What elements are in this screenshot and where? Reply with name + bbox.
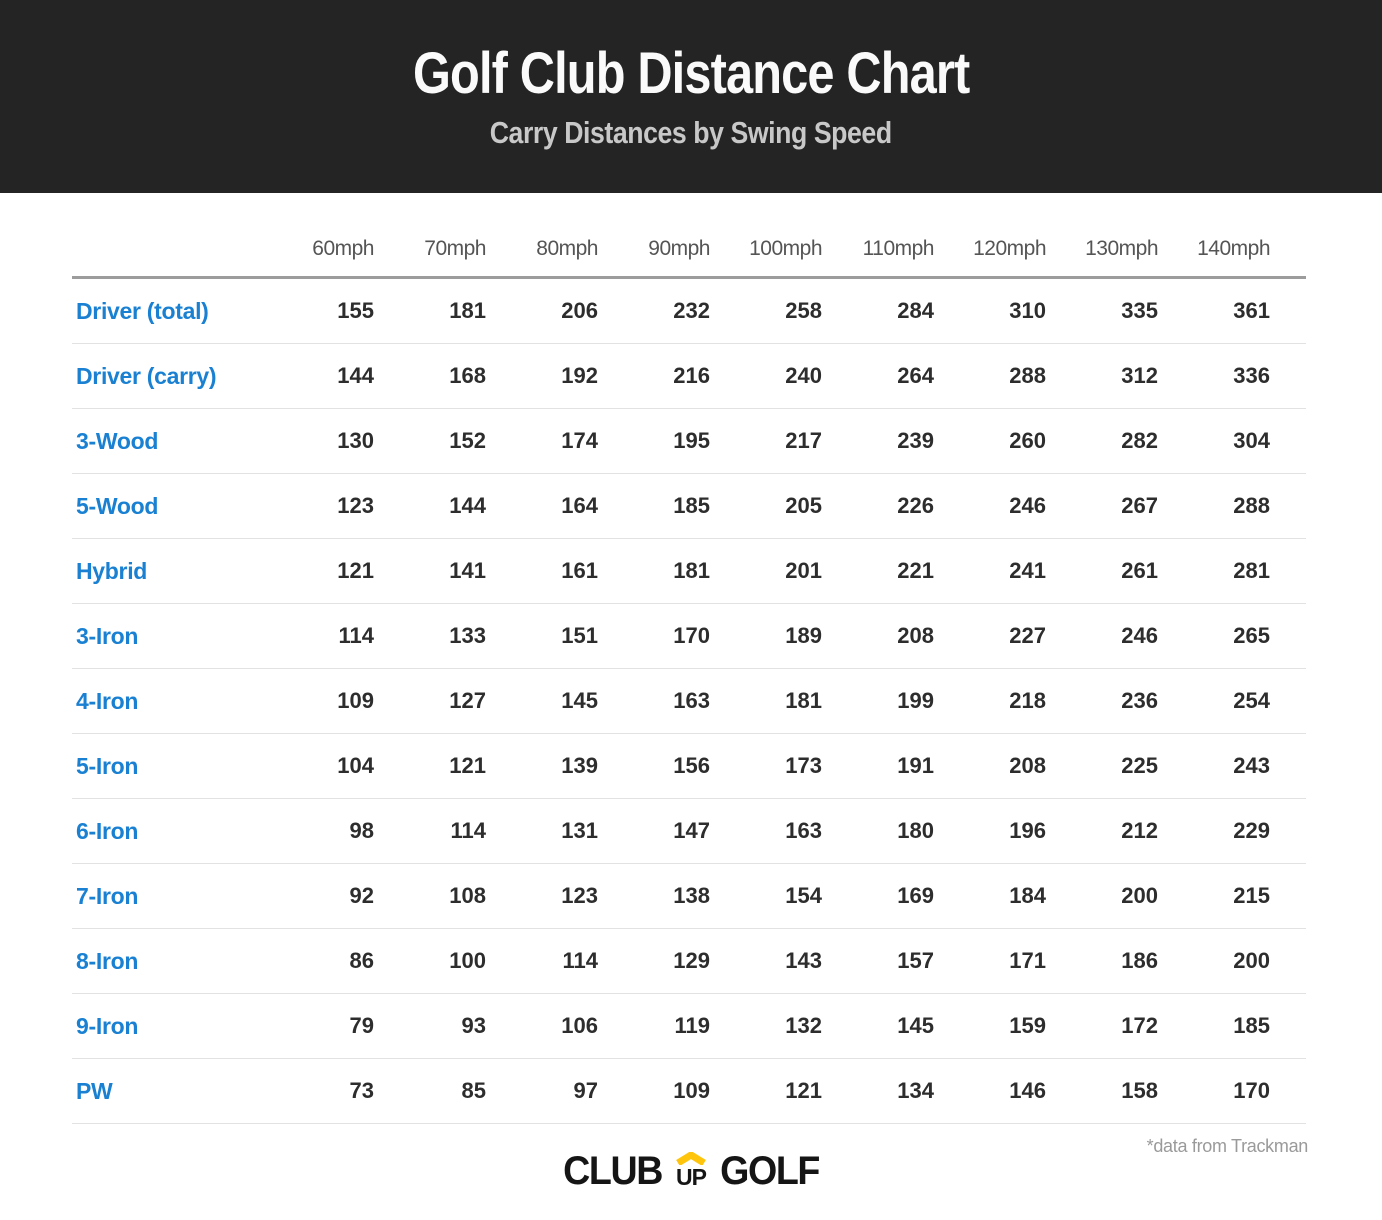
table-area bbox=[0, 193, 1382, 1124]
distance-value-cell: 121 bbox=[298, 539, 410, 604]
distance-value-cell: 254 bbox=[1194, 669, 1306, 734]
distance-value-cell: 208 bbox=[970, 734, 1082, 799]
club-up-golf-logo bbox=[560, 1148, 822, 1193]
distance-value-cell: 185 bbox=[634, 474, 746, 539]
club-label-cell: 3-Wood bbox=[72, 409, 298, 474]
distance-value-cell: 158 bbox=[1082, 1059, 1194, 1124]
distance-value-cell: 98 bbox=[298, 799, 410, 864]
distance-value-cell: 335 bbox=[1082, 278, 1194, 344]
distance-value-cell: 229 bbox=[1194, 799, 1306, 864]
table-head bbox=[72, 193, 1306, 278]
speed-column-header: 140mph bbox=[1194, 193, 1306, 278]
distance-value-cell: 109 bbox=[634, 1059, 746, 1124]
distance-value-cell: 73 bbox=[298, 1059, 410, 1124]
table-row bbox=[72, 669, 1306, 734]
distance-value-cell: 129 bbox=[634, 929, 746, 994]
distance-value-cell: 119 bbox=[634, 994, 746, 1059]
distance-value-cell: 288 bbox=[1194, 474, 1306, 539]
speed-column-header: 60mph bbox=[298, 193, 410, 278]
distance-value-cell: 185 bbox=[1194, 994, 1306, 1059]
distance-value-cell: 201 bbox=[746, 539, 858, 604]
distance-value-cell: 206 bbox=[522, 278, 634, 344]
distance-value-cell: 92 bbox=[298, 864, 410, 929]
distance-value-cell: 114 bbox=[298, 604, 410, 669]
table-row bbox=[72, 864, 1306, 929]
distance-value-cell: 312 bbox=[1082, 344, 1194, 409]
distance-value-cell: 106 bbox=[522, 994, 634, 1059]
distance-value-cell: 192 bbox=[522, 344, 634, 409]
logo-club-text: CLUB bbox=[563, 1148, 662, 1193]
distance-value-cell: 108 bbox=[410, 864, 522, 929]
distance-value-cell: 281 bbox=[1194, 539, 1306, 604]
distance-value-cell: 184 bbox=[970, 864, 1082, 929]
club-label-cell: Hybrid bbox=[72, 539, 298, 604]
club-label-cell: 8-Iron bbox=[72, 929, 298, 994]
distance-value-cell: 282 bbox=[1082, 409, 1194, 474]
distance-value-cell: 217 bbox=[746, 409, 858, 474]
club-label-cell: 4-Iron bbox=[72, 669, 298, 734]
distance-value-cell: 196 bbox=[970, 799, 1082, 864]
logo-up-text: UP bbox=[676, 1164, 706, 1190]
distance-value-cell: 284 bbox=[858, 278, 970, 344]
distance-value-cell: 161 bbox=[522, 539, 634, 604]
distance-value-cell: 123 bbox=[522, 864, 634, 929]
distance-value-cell: 221 bbox=[858, 539, 970, 604]
distance-value-cell: 85 bbox=[410, 1059, 522, 1124]
distance-value-cell: 181 bbox=[634, 539, 746, 604]
distance-value-cell: 144 bbox=[298, 344, 410, 409]
distance-value-cell: 226 bbox=[858, 474, 970, 539]
distance-value-cell: 215 bbox=[1194, 864, 1306, 929]
distance-value-cell: 154 bbox=[746, 864, 858, 929]
distance-value-cell: 258 bbox=[746, 278, 858, 344]
club-label-cell: 9-Iron bbox=[72, 994, 298, 1059]
distance-value-cell: 144 bbox=[410, 474, 522, 539]
club-label-cell: 7-Iron bbox=[72, 864, 298, 929]
club-label-cell: 3-Iron bbox=[72, 604, 298, 669]
distance-value-cell: 186 bbox=[1082, 929, 1194, 994]
distance-value-cell: 174 bbox=[522, 409, 634, 474]
distance-value-cell: 239 bbox=[858, 409, 970, 474]
distance-value-cell: 227 bbox=[970, 604, 1082, 669]
distance-value-cell: 163 bbox=[746, 799, 858, 864]
chart-footer bbox=[0, 1124, 1382, 1220]
distance-value-cell: 200 bbox=[1082, 864, 1194, 929]
distance-value-cell: 145 bbox=[522, 669, 634, 734]
distance-value-cell: 288 bbox=[970, 344, 1082, 409]
chevron-up-path bbox=[678, 1155, 704, 1163]
table-row bbox=[72, 604, 1306, 669]
speed-column-header: 80mph bbox=[522, 193, 634, 278]
distance-value-cell: 121 bbox=[410, 734, 522, 799]
page-title: Golf Club Distance Chart bbox=[412, 41, 970, 106]
page-subtitle: Carry Distances by Swing Speed bbox=[490, 115, 892, 150]
table-row bbox=[72, 409, 1306, 474]
distance-value-cell: 79 bbox=[298, 994, 410, 1059]
distance-value-cell: 170 bbox=[634, 604, 746, 669]
table-row bbox=[72, 539, 1306, 604]
distance-value-cell: 189 bbox=[746, 604, 858, 669]
distance-value-cell: 145 bbox=[858, 994, 970, 1059]
distance-value-cell: 336 bbox=[1194, 344, 1306, 409]
distance-value-cell: 109 bbox=[298, 669, 410, 734]
distance-value-cell: 155 bbox=[298, 278, 410, 344]
speed-column-header: 120mph bbox=[970, 193, 1082, 278]
distance-value-cell: 169 bbox=[858, 864, 970, 929]
table-row bbox=[72, 994, 1306, 1059]
distance-value-cell: 159 bbox=[970, 994, 1082, 1059]
distance-value-cell: 181 bbox=[410, 278, 522, 344]
speed-column-header: 130mph bbox=[1082, 193, 1194, 278]
distance-value-cell: 170 bbox=[1194, 1059, 1306, 1124]
distance-value-cell: 139 bbox=[522, 734, 634, 799]
distance-value-cell: 208 bbox=[858, 604, 970, 669]
distance-value-cell: 200 bbox=[1194, 929, 1306, 994]
distance-value-cell: 100 bbox=[410, 929, 522, 994]
distance-value-cell: 216 bbox=[634, 344, 746, 409]
distance-value-cell: 157 bbox=[858, 929, 970, 994]
table-row bbox=[72, 734, 1306, 799]
distance-value-cell: 127 bbox=[410, 669, 522, 734]
distance-value-cell: 164 bbox=[522, 474, 634, 539]
distance-value-cell: 173 bbox=[746, 734, 858, 799]
chart-banner bbox=[0, 0, 1382, 193]
distance-value-cell: 264 bbox=[858, 344, 970, 409]
distance-value-cell: 123 bbox=[298, 474, 410, 539]
distance-value-cell: 361 bbox=[1194, 278, 1306, 344]
table-row bbox=[72, 799, 1306, 864]
club-label-cell: Driver (carry) bbox=[72, 344, 298, 409]
distance-value-cell: 180 bbox=[858, 799, 970, 864]
speed-column-header: 70mph bbox=[410, 193, 522, 278]
distance-value-cell: 246 bbox=[970, 474, 1082, 539]
distance-value-cell: 241 bbox=[970, 539, 1082, 604]
club-label-cell: Driver (total) bbox=[72, 278, 298, 344]
distance-value-cell: 97 bbox=[522, 1059, 634, 1124]
distance-value-cell: 133 bbox=[410, 604, 522, 669]
distance-table bbox=[72, 193, 1306, 1124]
club-label-cell: 5-Wood bbox=[72, 474, 298, 539]
speed-column-header: 90mph bbox=[634, 193, 746, 278]
distance-value-cell: 181 bbox=[746, 669, 858, 734]
table-row bbox=[72, 474, 1306, 539]
club-label-cell: 5-Iron bbox=[72, 734, 298, 799]
distance-value-cell: 310 bbox=[970, 278, 1082, 344]
distance-value-cell: 131 bbox=[522, 799, 634, 864]
speed-column-header: 100mph bbox=[746, 193, 858, 278]
distance-value-cell: 168 bbox=[410, 344, 522, 409]
distance-value-cell: 172 bbox=[1082, 994, 1194, 1059]
logo-golf-text: GOLF bbox=[720, 1148, 819, 1193]
distance-value-cell: 212 bbox=[1082, 799, 1194, 864]
distance-value-cell: 171 bbox=[970, 929, 1082, 994]
distance-value-cell: 104 bbox=[298, 734, 410, 799]
speed-header-row bbox=[72, 193, 1306, 278]
distance-value-cell: 265 bbox=[1194, 604, 1306, 669]
distance-value-cell: 132 bbox=[746, 994, 858, 1059]
table-row bbox=[72, 278, 1306, 344]
table-row bbox=[72, 929, 1306, 994]
distance-value-cell: 114 bbox=[410, 799, 522, 864]
distance-value-cell: 143 bbox=[746, 929, 858, 994]
distance-value-cell: 236 bbox=[1082, 669, 1194, 734]
distance-value-cell: 163 bbox=[634, 669, 746, 734]
distance-value-cell: 267 bbox=[1082, 474, 1194, 539]
data-source-note: *data from Trackman bbox=[1146, 1136, 1308, 1156]
distance-value-cell: 86 bbox=[298, 929, 410, 994]
distance-value-cell: 232 bbox=[634, 278, 746, 344]
distance-value-cell: 260 bbox=[970, 409, 1082, 474]
distance-value-cell: 261 bbox=[1082, 539, 1194, 604]
distance-value-cell: 205 bbox=[746, 474, 858, 539]
distance-value-cell: 243 bbox=[1194, 734, 1306, 799]
distance-value-cell: 195 bbox=[634, 409, 746, 474]
distance-value-cell: 304 bbox=[1194, 409, 1306, 474]
distance-value-cell: 121 bbox=[746, 1059, 858, 1124]
logo-up-stack bbox=[675, 1152, 707, 1190]
table-row bbox=[72, 344, 1306, 409]
distance-value-cell: 93 bbox=[410, 994, 522, 1059]
distance-value-cell: 218 bbox=[970, 669, 1082, 734]
distance-value-cell: 225 bbox=[1082, 734, 1194, 799]
distance-value-cell: 134 bbox=[858, 1059, 970, 1124]
distance-value-cell: 152 bbox=[410, 409, 522, 474]
table-body bbox=[72, 278, 1306, 1124]
distance-value-cell: 199 bbox=[858, 669, 970, 734]
table-row bbox=[72, 1059, 1306, 1124]
distance-value-cell: 147 bbox=[634, 799, 746, 864]
distance-value-cell: 130 bbox=[298, 409, 410, 474]
distance-value-cell: 138 bbox=[634, 864, 746, 929]
speed-column-header: 110mph bbox=[858, 193, 970, 278]
club-column-header bbox=[72, 193, 298, 278]
distance-value-cell: 246 bbox=[1082, 604, 1194, 669]
distance-value-cell: 151 bbox=[522, 604, 634, 669]
distance-value-cell: 114 bbox=[522, 929, 634, 994]
club-label-cell: PW bbox=[72, 1059, 298, 1124]
distance-value-cell: 191 bbox=[858, 734, 970, 799]
distance-value-cell: 156 bbox=[634, 734, 746, 799]
distance-value-cell: 146 bbox=[970, 1059, 1082, 1124]
distance-value-cell: 141 bbox=[410, 539, 522, 604]
club-label-cell: 6-Iron bbox=[72, 799, 298, 864]
distance-value-cell: 240 bbox=[746, 344, 858, 409]
